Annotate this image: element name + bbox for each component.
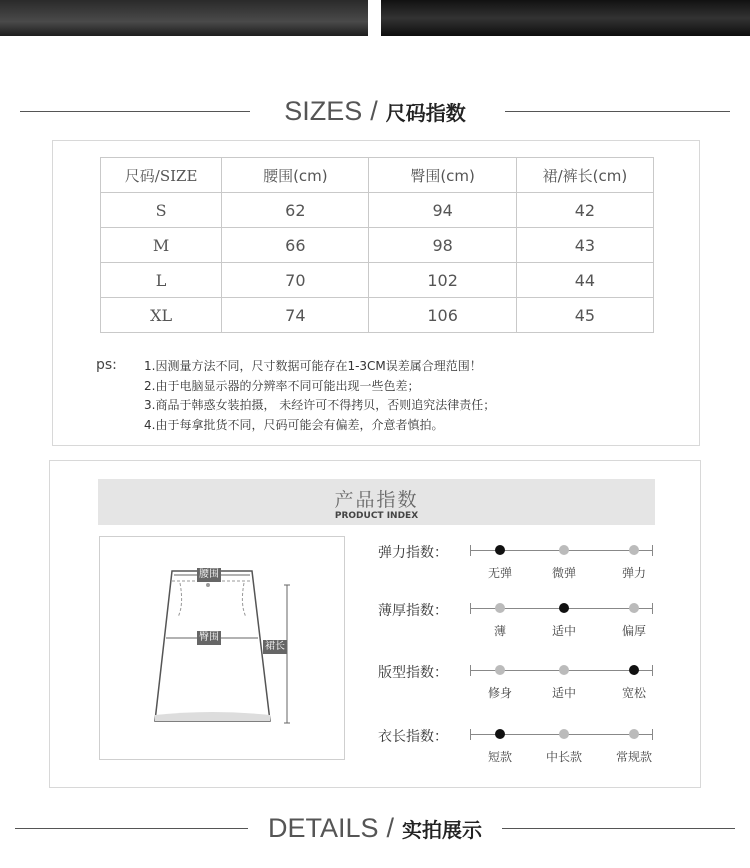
table-row — [101, 228, 654, 263]
size-cell: S — [101, 193, 222, 228]
product-index-panel — [49, 460, 701, 788]
note-item: 2.由于电脑显示器的分辨率不同可能出现一些色差； — [144, 378, 420, 393]
track-endcap — [652, 729, 653, 740]
table-row — [101, 193, 654, 228]
track-endcap — [652, 603, 653, 614]
track-endcap — [652, 545, 653, 556]
index-option-label: 宽松 — [621, 686, 647, 700]
option-dot — [559, 729, 569, 739]
index-option-label: 中长款 — [545, 750, 583, 764]
track-endcap — [470, 545, 471, 556]
sizes-title-cn: 尺码指数 — [385, 101, 466, 125]
option-dot — [495, 665, 505, 675]
option-dot — [559, 665, 569, 675]
column-header: 腰围(cm) — [222, 158, 369, 193]
details-heading — [0, 808, 750, 848]
hip-cell: 106 — [369, 298, 516, 333]
size-cell: L — [101, 263, 222, 298]
index-option-label: 常规款 — [615, 750, 653, 764]
product-photo-left — [0, 0, 368, 36]
sizes-heading — [0, 91, 750, 131]
length-cell: 42 — [516, 193, 653, 228]
index-option-label: 偏厚 — [621, 624, 647, 638]
index-option-label: 短款 — [487, 750, 513, 764]
column-header: 尺码/SIZE — [101, 158, 222, 193]
index-option-label: 适中 — [551, 686, 577, 700]
index-option-label: 修身 — [487, 686, 513, 700]
hip-label: 臀围 — [199, 632, 219, 643]
details-title — [0, 808, 750, 850]
sizes-title-en: SIZES — [284, 96, 363, 126]
option-dot — [629, 603, 639, 613]
size-chart-panel — [52, 140, 700, 446]
length-cell: 43 — [516, 228, 653, 263]
sizes-title — [0, 91, 750, 133]
selected-dot — [495, 545, 505, 555]
length-label: 裙长 — [265, 641, 285, 652]
waist-label: 腰围 — [199, 569, 219, 580]
track-endcap — [470, 603, 471, 614]
size-table — [100, 157, 654, 333]
details-title-cn: 实拍展示 — [401, 818, 482, 842]
product-photo-right — [381, 0, 750, 36]
track-endcap — [470, 665, 471, 676]
track-endcap — [652, 665, 653, 676]
length-cell: 44 — [516, 263, 653, 298]
ps-label: ps: — [96, 357, 117, 373]
product-index-title-cn: 产品指数 — [334, 489, 419, 511]
option-dot — [495, 603, 505, 613]
option-dot — [629, 545, 639, 555]
title-separator: / — [386, 813, 395, 843]
product-index-banner — [98, 479, 655, 525]
index-row — [378, 600, 688, 650]
size-cell: M — [101, 228, 222, 263]
hip-cell: 102 — [369, 263, 516, 298]
column-header: 裙/裤长(cm) — [516, 158, 653, 193]
index-row-label: 弹力指数： — [378, 545, 448, 561]
selected-dot — [495, 729, 505, 739]
index-row-label: 衣长指数： — [378, 729, 448, 745]
selected-dot — [559, 603, 569, 613]
index-option-label: 薄 — [493, 624, 507, 638]
title-separator: / — [370, 96, 378, 126]
index-option-label: 无弹 — [487, 566, 513, 580]
selected-dot — [629, 665, 639, 675]
note-item: 3.商品于韩惑女装拍摄， 未经许可不得拷贝，否则追究法律责任； — [144, 398, 496, 412]
note-item: 1.因测量方法不同，尺寸数据可能存在1-3CM误差属合理范围！ — [144, 359, 482, 373]
index-row-label: 版型指数： — [378, 665, 448, 681]
table-row — [101, 263, 654, 298]
option-dot — [559, 545, 569, 555]
waist-cell: 74 — [222, 298, 369, 333]
track-endcap — [470, 729, 471, 740]
note-item: 4.由于每拿批货不同，尺码可能会有偏差，介意者慎拍。 — [144, 417, 444, 432]
skirt-illustration — [100, 537, 344, 759]
table-header-row — [101, 158, 654, 193]
option-dot — [629, 729, 639, 739]
index-row-label: 薄厚指数： — [378, 603, 448, 619]
index-option-label: 弹力 — [621, 566, 647, 580]
hip-cell: 94 — [369, 193, 516, 228]
index-row — [378, 726, 688, 776]
index-option-label: 微弹 — [551, 566, 577, 580]
column-header: 臀围(cm) — [369, 158, 516, 193]
waist-cell: 66 — [222, 228, 369, 263]
waist-cell: 62 — [222, 193, 369, 228]
index-row — [378, 542, 688, 592]
hip-cell: 98 — [369, 228, 516, 263]
length-cell: 45 — [516, 298, 653, 333]
index-option-label: 适中 — [551, 624, 577, 638]
table-row — [101, 298, 654, 333]
index-row — [378, 662, 688, 712]
waist-cell: 70 — [222, 263, 369, 298]
details-title-en: DETAILS — [268, 813, 379, 843]
product-index-title-en: PRODUCT INDEX — [334, 511, 419, 521]
skirt-diagram — [99, 536, 345, 760]
size-cell: XL — [101, 298, 222, 333]
